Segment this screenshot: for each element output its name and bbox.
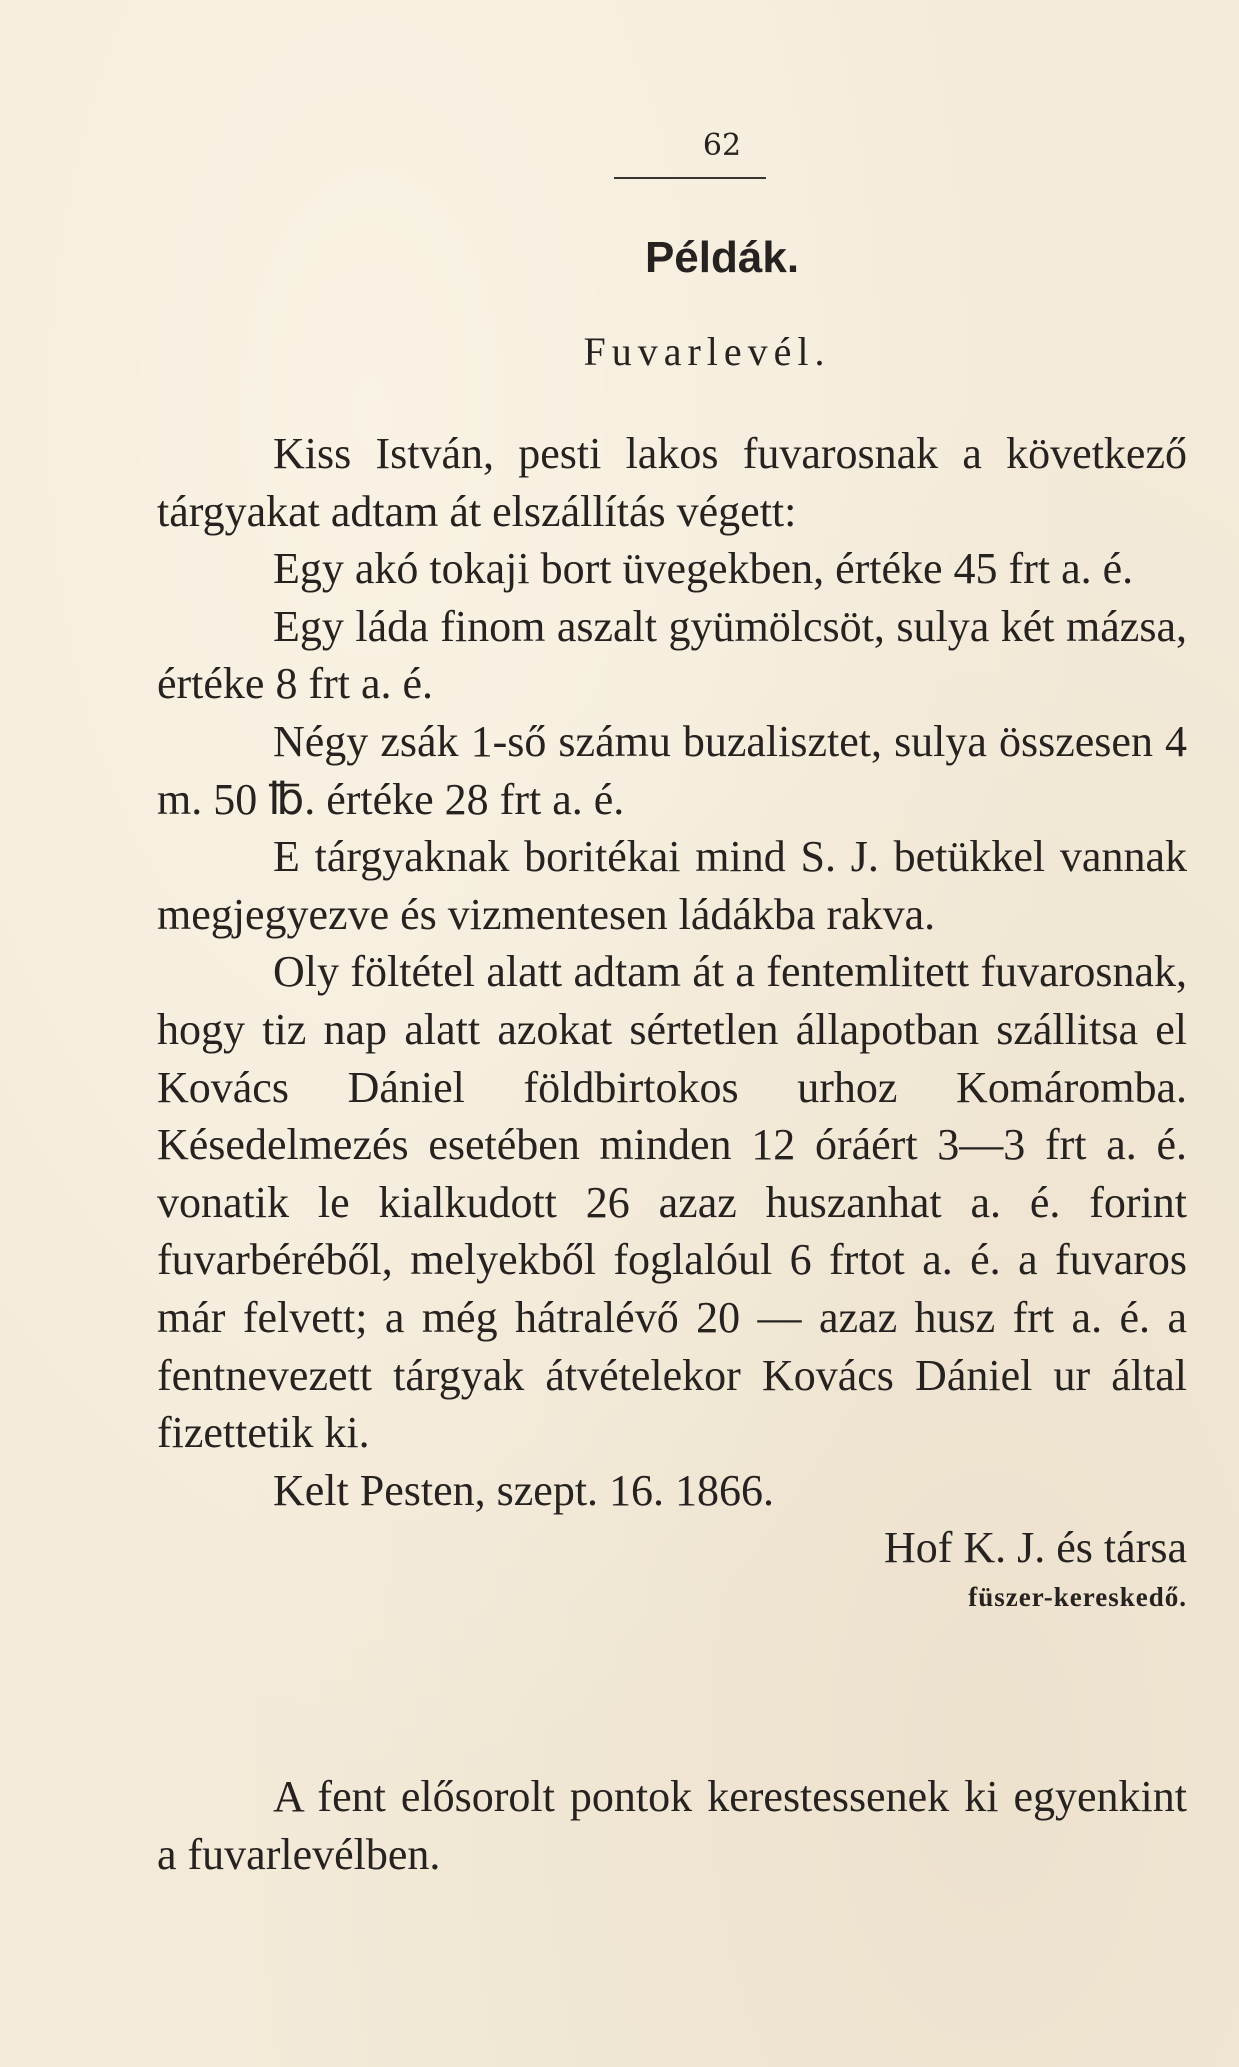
paragraph-item-wine: Egy akó tokaji bort üvegekben, értéke 45 frt a. é.: [273, 544, 1134, 594]
page-number: 62: [702, 128, 742, 163]
letter-body: [157, 425, 1187, 1617]
section-heading: Példák.: [644, 233, 800, 282]
signature: Hof K. J. és társa: [883, 1523, 1187, 1573]
header-rule: [614, 177, 766, 179]
paragraph-conditions: Oly föltétel alatt adtam át a fentemlitett fuvarosnak, hogy tiz nap alatt azokat sértetlen állapotban szállitsa el Kovács Dániel földbirtokos urhoz Komáromba. Késedelmezés esetében minden 12 óráért 3—3 frt a. é. vonatik le kialkudott 26 azaz huszanhat a. é. forint fuvarbéréből, melyekből foglalóul 6 frtot a. é. a fuvaros már felvett; a még hátralévő 20 — azaz husz frt a. é. a fentnevezett tárgyak átvételekor Kovács Dániel ur által fizettetik ki.: [157, 947, 1187, 1458]
paragraph-item-fruit: Egy láda finom aszalt gyümölcsöt, sulya két mázsa, értéke 8 frt a. é.: [157, 601, 1187, 709]
signature-title: füszer-kereskedő.: [968, 1581, 1187, 1612]
closing-instruction: A fent elősorolt pontok kerestessenek ki egyenkint a fuvarlevélben.: [157, 1772, 1187, 1879]
document-title: Fuvarlevél.: [583, 329, 831, 374]
paragraph-item-flour: Négy zsák 1-ső számu buzalisztet, sulya összesen 4 m. 50 ℔. értéke 28 frt a. é.: [157, 716, 1187, 824]
paragraph-packaging: E tárgyaknak boritékai mind S. J. betükkel vannak megjegyezve és vizmentesen ládákba rakva.: [157, 832, 1187, 939]
book-page: [157, 0, 1187, 2067]
date-line: Kelt Pesten, szept. 16. 1866.: [273, 1465, 775, 1515]
paragraph-intro: Kiss István, pesti lakos fuvarosnak a következő tárgyakat adtam át elszállítás végett:: [157, 429, 1187, 536]
